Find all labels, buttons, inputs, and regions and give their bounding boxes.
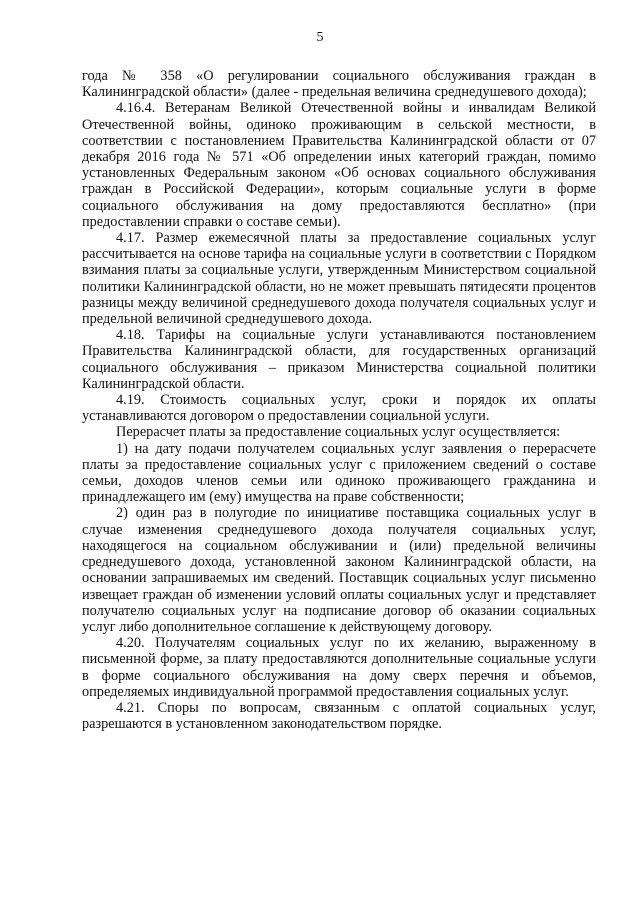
paragraph-4-16-4: 4.16.4. Ветеранам Великой Отечественной войны и инвалидам Великой Отечественной войны, одиноко проживающим в сельской местности, в соответствии с постановлением Правительства Калининградской области от 07 декабря 2016 года № 571 «Об определении иных категорий граждан, помимо установленных Федеральным законом «Об основах социального обслуживания граждан в Российской Федерации», которым социальные услуги в форме социального обслуживания на дому предоставляются бесплатно» (при предоставлении справки о составе семьи). xyxy=(82,100,596,230)
page-number: 5 xyxy=(316,30,324,45)
paragraph-recalculation-intro: Перерасчет платы за предоставление социальных услуг осуществляется: xyxy=(116,424,561,441)
paragraph-4-19: 4.19. Стоимость социальных услуг, сроки и порядок их оплаты устанавливаются договором о предоставлении социальной услуги. xyxy=(82,392,596,425)
document-body xyxy=(82,68,596,732)
paragraph-4-21: 4.21. Споры по вопросам, связанным с оплатой социальных услуг, разрешаются в установленном законодательством порядке. xyxy=(82,699,596,733)
paragraph-4-18: 4.18. Тарифы на социальные услуги устанавливаются постановлением Правительства Калининградской области, для государственных организаций социального обслуживания – приказом Министерства социальной политики Калининградской области. xyxy=(82,327,596,392)
paragraph-4-20: 4.20. Получателям социальных услуг по их желанию, выраженному в письменной форме, за плату предоставляются дополнительные социальные услуги в форме социального обслуживания на дому сверх перечня и объемов, определяемых индивидуальной программой предоставления социальных услуг. xyxy=(82,635,596,700)
paragraph-4-17: 4.17. Размер ежемесячной платы за предоставление социальных услуг рассчитывается на основе тарифа на социальные услуги в соответствии с Порядком взимания платы за социальные услуги, утвержденным Министерством социальной политики Калининградской области, но не может превышать пятидесяти процентов разницы между величиной среднедушевого дохода получателя социальных услуг и предельной величиной среднедушевого дохода. xyxy=(82,230,596,328)
paragraph-recalculation-item-2: 2) один раз в полугодие по инициативе поставщика социальных услуг в случае изменения среднедушевого дохода получателя социальных услуг, находящегося на социальном обслуживании и (или) предельной величины среднедушевого дохода, установленной законом Калининградской области, на основании запрашиваемых им сведений. Поставщик социальных услуг письменно извещает граждан об изменении условий оплаты социальных услуг и представляет получателю социальных услуг на подписание договор об оказании социальных услуг либо дополнительное соглашение к действующему договору. xyxy=(82,505,596,635)
paragraph-continuation: года № 358 «О регулировании социального обслуживания граждан в Калининградской области» (далее - предельная величина среднедушевого дохода); xyxy=(82,68,596,101)
paragraph-recalculation-item-1: 1) на дату подачи получателем социальных услуг заявления о перерасчете платы за предоставление социальных услуг с приложением сведений о составе семьи, доходов членов семьи или одиноко проживающего гражданина и принадлежащего им (ему) имущества на праве собственности; xyxy=(82,440,596,506)
